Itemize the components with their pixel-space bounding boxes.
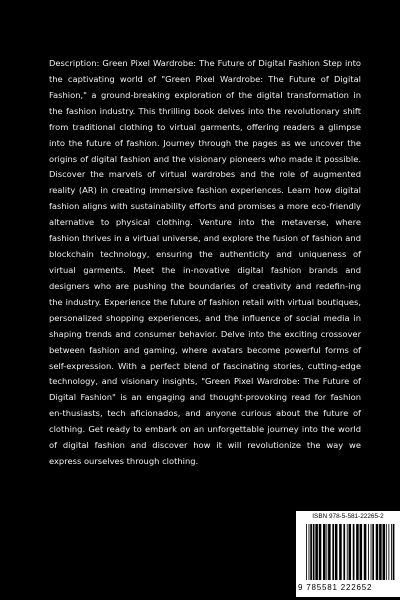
barcode-bar bbox=[343, 524, 345, 580]
barcode-bar bbox=[306, 524, 307, 580]
barcode-bar bbox=[349, 524, 352, 580]
barcode-bar bbox=[364, 524, 367, 580]
book-description: Description: Green Pixel Wardrobe: The Future of Digital Fashion Step into the captivating world of "Green Pixel Wardrobe: The Future of Digital Fashion," a ground-breaking exploration of the digital transformation in the fashion industry. This thrilling book delves into the revolutionary shift from traditional clothing to virtual garments, offering readers a glimpse into the future of fashion. Journey through the pages as we uncover the origins of digital fashion and the visionary pioneers who made it possible. Discover the marvels of virtual wardrobes and the role of augmented reality (AR) in creating immersive fashion experiences. Learn how digital fashion aligns with sustainability efforts and promises a more eco-friendly alternative to physical clothing. Venture into the metaverse, where fashion thrives in a virtual universe, and explore the fusion of fashion and blockchain technology, ensuring the authenticity and uniqueness of virtual garments. Meet the in-novative digital fashion brands and designers who are pushing the boundaries of creativity and redefin-ing the industry. Experience the future of fashion retail with virtual boutiques, personalized shopping experiences, and the influence of social media in shaping trends and consumer behavior. Delve into the exciting crossover between fashion and gaming, where avatars become powerful forms of self-expression. With a perfect blend of fascinating stories, cutting-edge technology, and visionary insights, "Green Pixel Wardrobe: The Future of Digital Fashion" is an engaging and thought-provoking read for fashion en-thusiasts, tech aficionados, and anyone curious about the future of clothing. Get ready to embark on an unforgettable journey into the world of digital fashion and discover how it will revolutionize the way we express ourselves through clothing. bbox=[49, 58, 361, 467]
barcode-bar bbox=[360, 524, 363, 580]
barcode-bar bbox=[383, 524, 386, 580]
barcode-bar bbox=[393, 524, 395, 580]
barcode-bar bbox=[313, 524, 315, 580]
barcode-bar bbox=[388, 524, 389, 580]
barcode-bar bbox=[326, 524, 327, 580]
barcode-bar bbox=[335, 524, 338, 580]
barcode-image bbox=[298, 524, 398, 582]
barcode-bar bbox=[376, 524, 379, 580]
barcode-bar bbox=[386, 524, 387, 580]
isbn-barcode-box bbox=[296, 511, 400, 597]
barcode-bar bbox=[356, 524, 359, 580]
barcode-bar bbox=[353, 524, 355, 580]
barcode-bar bbox=[372, 524, 374, 580]
barcode-bar bbox=[347, 524, 348, 580]
barcode-bar bbox=[310, 524, 312, 580]
isbn-label: ISBN 978-5-581-22265-2 bbox=[312, 513, 384, 520]
barcode-bar bbox=[315, 524, 318, 580]
barcode-bar bbox=[391, 524, 392, 580]
barcode-bar bbox=[323, 524, 326, 580]
barcode-bar bbox=[319, 524, 322, 580]
barcode-bar bbox=[339, 524, 342, 580]
barcode-bar bbox=[371, 524, 372, 580]
barcode-bar bbox=[328, 524, 331, 580]
barcode-bar bbox=[332, 524, 334, 580]
barcode-bar bbox=[379, 524, 382, 580]
barcode-bar bbox=[368, 524, 369, 580]
barcode-bar bbox=[309, 524, 310, 580]
barcode-digits: 9 785581 222652 bbox=[298, 583, 373, 592]
